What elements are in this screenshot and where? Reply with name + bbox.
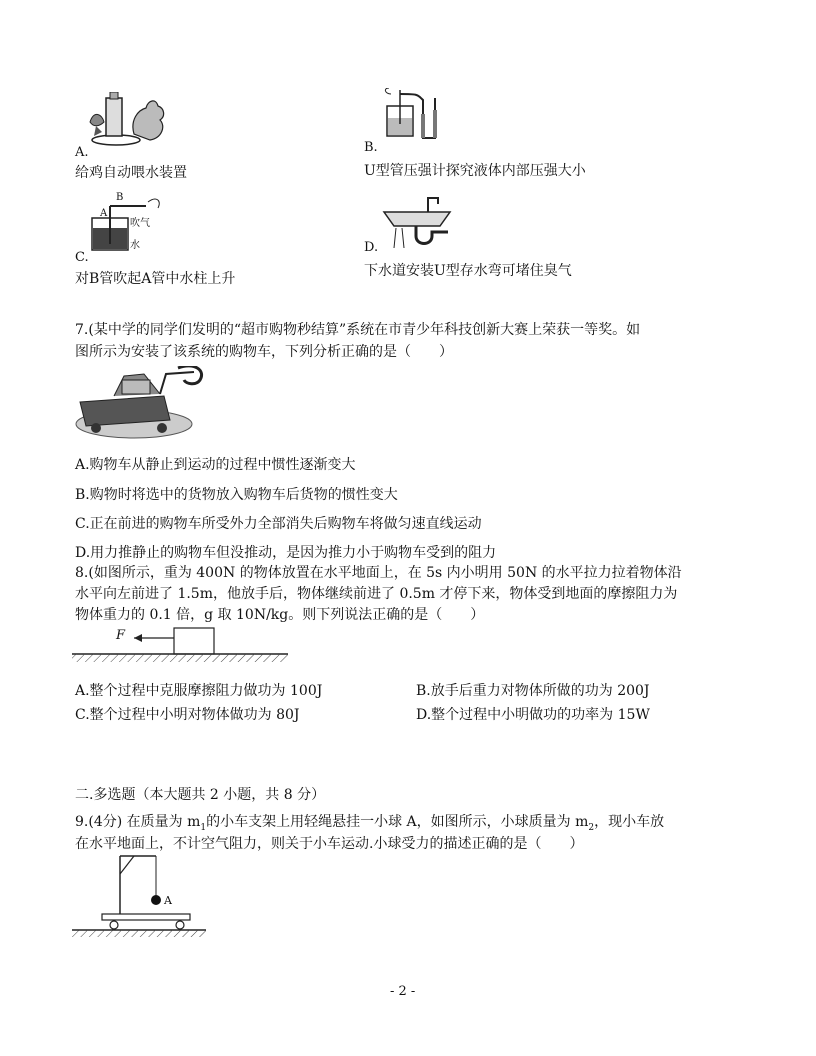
q9-ball-label: A <box>164 894 172 907</box>
q7-option-d: D.用力推静止的购物车但没推动，是因为推力小于购物车受到的阻力 <box>75 545 497 561</box>
q9-stem-part2: 的小车支架上用轻绳悬挂一小球 A，如图所示，小球质量为 m <box>206 814 589 830</box>
q6-option-c-letter: C. <box>75 250 89 265</box>
q6-option-d-letter: D. <box>364 240 379 255</box>
q8-stem-line1: 8.(如图所示，重为 400N 的物体放置在水平地面上，在 5s 内小明用 50N 的水平拉力拉着物体沿 <box>75 565 682 581</box>
q9-stem-part1: 9.(4分) 在质量为 m <box>75 814 201 830</box>
q6-option-b-figure <box>377 88 447 144</box>
q7-option-c: C.正在前进的购物车所受外力全部消失后购物车将做匀速直线运动 <box>75 516 482 532</box>
q8-block-drawing <box>72 624 292 668</box>
q6-option-c-label-water: 水 <box>130 240 140 251</box>
q9-stem-part3: ，现小车放 <box>594 814 665 830</box>
q9-stem-line2: 在水平地面上，不计空气阻力，则关于小车运动.小球受力的描述正确的是（ ） <box>75 836 584 852</box>
q7-option-b: B.购物时将选中的货物放入购物车后货物的惯性变大 <box>75 487 398 503</box>
q6-option-b-caption: U型管压强计探究液体内部压强大小 <box>364 163 586 179</box>
q6-option-b-letter: B. <box>364 140 378 155</box>
page-number: - 2 - <box>390 984 416 999</box>
q8-block-figure <box>72 624 292 668</box>
q7-shopping-cart-figure <box>74 366 214 442</box>
q6-option-a-caption: 给鸡自动喂水装置 <box>75 165 187 181</box>
q8-option-c: C.整个过程中小明对物体做功为 80J <box>75 707 300 723</box>
q6-option-c-label-b: B <box>116 192 124 203</box>
q8-stem-line3: 物体重力的 0.1 倍，g 取 10N/kg。则下列说法正确的是（ ） <box>75 607 485 623</box>
q6-option-d-caption: 下水道安装U型存水弯可堵住臭气 <box>364 263 572 279</box>
q7-stem-line1: 7.(某中学的同学们发明的“超市购物秒结算”系统在市青少年科技创新大赛上荣获一等奖。如 <box>75 322 641 338</box>
q8-stem-line2: 水平向左前进了 1.5m，他放手后，物体继续前进了 0.5m 才停下来，物体受到地面的摩擦阻力为 <box>75 586 678 602</box>
q6-option-d-figure <box>382 192 452 250</box>
q9-cart-drawing <box>72 852 212 942</box>
q8-force-label: F <box>116 628 126 643</box>
q6-option-a-figure <box>86 92 178 148</box>
q8-option-a: A.整个过程中克服摩擦阻力做功为 100J <box>75 683 323 699</box>
section-2-heading: 二.多选题（本大题共 2 小题，共 8 分） <box>75 787 326 803</box>
q7-option-a: A.购物车从静止到运动的过程中惯性逐渐变大 <box>75 457 356 473</box>
q9-cart-figure <box>72 852 212 942</box>
q6-option-c-figure <box>86 192 176 252</box>
q6-option-c-label-blow: 吹气 <box>130 218 150 229</box>
q6-option-c-caption: 对B管吹起A管中水柱上升 <box>75 271 236 287</box>
q7-stem-line2: 图所示为安装了该系统的购物车，下列分析正确的是（ ） <box>75 344 453 360</box>
q6-option-c-label-a: A <box>100 208 108 219</box>
q9-subscript-2: 2 <box>588 822 595 833</box>
q8-option-b: B.放手后重力对物体所做的功为 200J <box>416 683 650 699</box>
q8-option-d: D.整个过程中小明做功的功率为 15W <box>416 707 650 723</box>
q6-option-a-letter: A. <box>75 145 89 160</box>
q9-subscript-1: 1 <box>200 822 207 833</box>
